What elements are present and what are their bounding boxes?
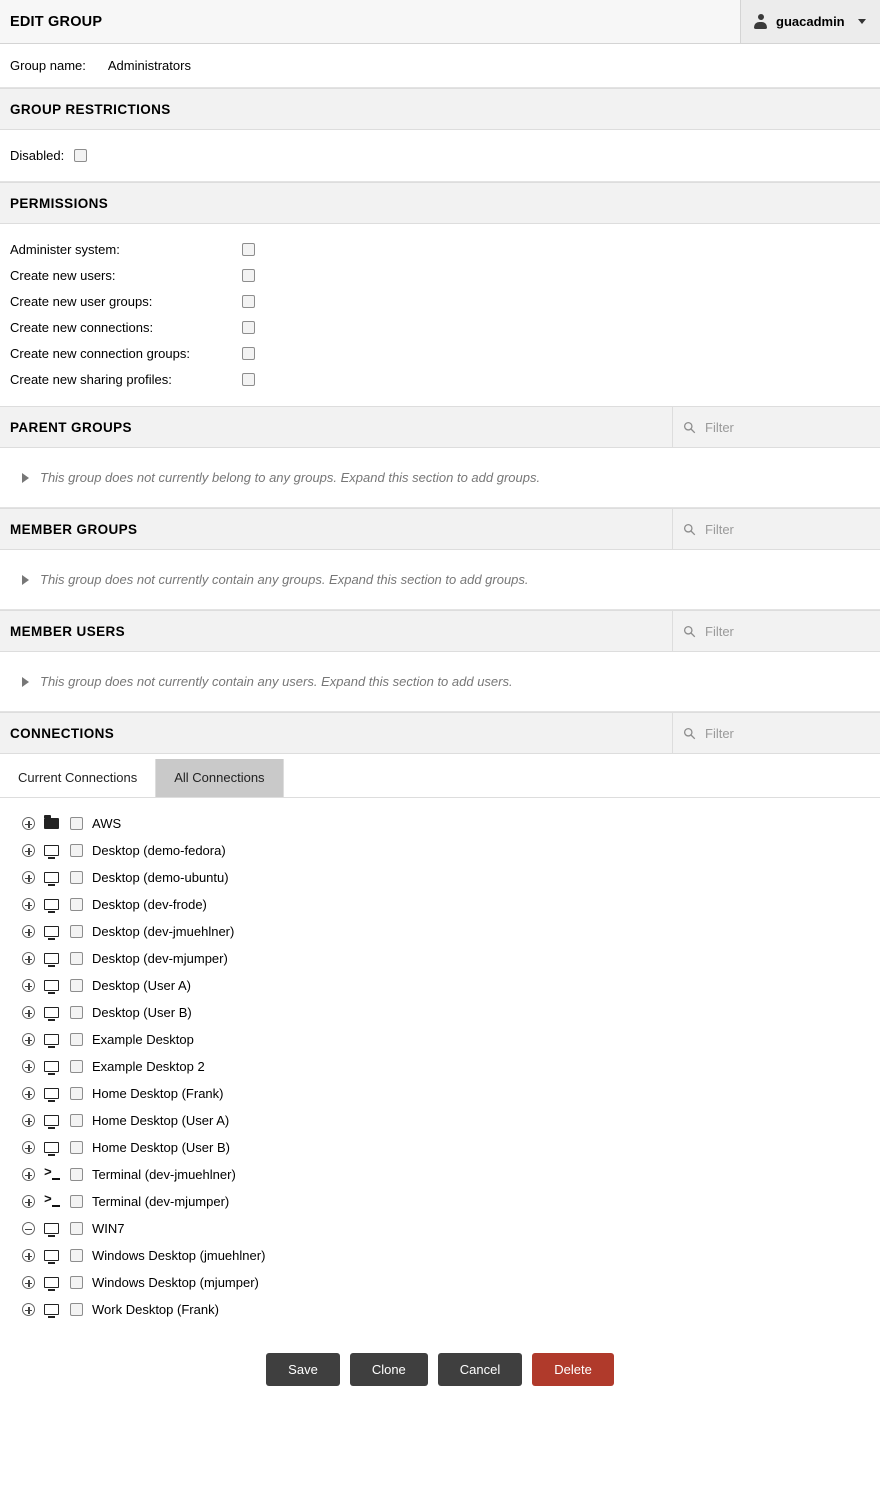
permission-checkbox-create-new-user-groups[interactable] — [242, 295, 255, 308]
expand-icon[interactable] — [22, 817, 40, 830]
monitor-icon — [44, 1277, 68, 1288]
monitor-icon — [44, 980, 68, 991]
connection-label: Windows Desktop (mjumper) — [92, 1275, 259, 1290]
cancel-button[interactable]: Cancel — [438, 1353, 522, 1386]
expand-icon[interactable] — [22, 871, 40, 884]
section-title-parent-groups: PARENT GROUPS — [10, 419, 132, 435]
connection-checkbox[interactable] — [70, 898, 83, 911]
connection-label: Desktop (demo-ubuntu) — [92, 870, 229, 885]
connection-label: WIN7 — [92, 1221, 125, 1236]
permission-checkbox-create-new-sharing-profiles[interactable] — [242, 373, 255, 386]
connection-checkbox[interactable] — [70, 1114, 83, 1127]
monitor-icon — [44, 1007, 68, 1018]
expand-icon[interactable] — [22, 979, 40, 992]
permission-checkbox-create-new-connections[interactable] — [242, 321, 255, 334]
tree-row[interactable] — [22, 918, 880, 945]
tree-row[interactable] — [22, 945, 880, 972]
user-menu[interactable] — [740, 0, 880, 43]
expand-triangle-icon[interactable] — [22, 677, 29, 687]
chevron-down-icon — [858, 19, 866, 24]
permission-row — [10, 288, 870, 314]
permission-label: Create new connection groups: — [10, 345, 190, 361]
tree-row[interactable] — [22, 1242, 880, 1269]
section-title-group-restrictions: GROUP RESTRICTIONS — [10, 101, 171, 117]
tree-row[interactable] — [22, 1215, 880, 1242]
parent-groups-filter-input[interactable] — [703, 419, 853, 436]
connection-checkbox[interactable] — [70, 925, 83, 938]
group-restrictions-body — [0, 130, 880, 182]
tree-row[interactable] — [22, 1296, 880, 1323]
member-users-filter[interactable] — [672, 611, 880, 651]
member-groups-body — [0, 550, 880, 610]
search-icon — [683, 523, 696, 536]
section-title-member-users: MEMBER USERS — [10, 623, 126, 639]
tree-row[interactable] — [22, 837, 880, 864]
section-title-permissions: PERMISSIONS — [10, 195, 109, 211]
tree-row[interactable] — [22, 1134, 880, 1161]
collapse-icon[interactable] — [22, 1222, 40, 1235]
section-group-restrictions — [0, 88, 880, 130]
connection-checkbox[interactable] — [70, 1141, 83, 1154]
monitor-icon — [44, 953, 68, 964]
expand-triangle-icon[interactable] — [22, 473, 29, 483]
permission-label: Create new users: — [10, 267, 116, 283]
connection-label: Home Desktop (Frank) — [92, 1086, 224, 1101]
expand-icon[interactable] — [22, 844, 40, 857]
connection-checkbox[interactable] — [70, 871, 83, 884]
permission-row — [10, 340, 870, 366]
connection-label: AWS — [92, 816, 122, 831]
parent-groups-body — [0, 448, 880, 508]
expand-icon[interactable] — [22, 898, 40, 911]
search-icon — [683, 625, 696, 638]
clone-button[interactable]: Clone — [350, 1353, 428, 1386]
permission-label: Create new user groups: — [10, 293, 153, 309]
connection-checkbox[interactable] — [70, 844, 83, 857]
expand-icon[interactable] — [22, 1276, 40, 1289]
connection-label: Desktop (User A) — [92, 978, 191, 993]
expand-icon[interactable] — [22, 1006, 40, 1019]
section-title-connections: CONNECTIONS — [10, 725, 115, 741]
expand-icon[interactable] — [22, 1141, 40, 1154]
permission-row — [10, 236, 870, 262]
section-member-users — [0, 610, 880, 652]
monitor-icon — [44, 1250, 68, 1261]
tree-row[interactable] — [22, 1026, 880, 1053]
search-icon — [683, 727, 696, 740]
permission-row — [10, 314, 870, 340]
connection-label: Example Desktop — [92, 1032, 194, 1047]
member-users-body — [0, 652, 880, 712]
expand-icon[interactable] — [22, 1060, 40, 1073]
connection-label: Desktop (dev-frode) — [92, 897, 207, 912]
connection-label: Desktop (dev-jmuehlner) — [92, 924, 235, 939]
disabled-label: Disabled: — [10, 148, 65, 163]
expand-icon[interactable] — [22, 925, 40, 938]
expand-icon[interactable] — [22, 1087, 40, 1100]
permission-label: Create new sharing profiles: — [10, 371, 172, 387]
permission-checkbox-create-new-connection-groups[interactable] — [242, 347, 255, 360]
disabled-checkbox[interactable] — [74, 149, 87, 162]
tree-row[interactable] — [22, 1188, 880, 1215]
member-groups-filter[interactable] — [672, 509, 880, 549]
connection-label: Home Desktop (User A) — [92, 1113, 230, 1128]
connection-label: Desktop (User B) — [92, 1005, 192, 1020]
expand-icon[interactable] — [22, 952, 40, 965]
permission-row — [10, 262, 870, 288]
connection-label: Windows Desktop (jmuehlner) — [92, 1248, 266, 1263]
member-users-filter-input[interactable] — [703, 623, 853, 640]
connection-checkbox[interactable] — [70, 952, 83, 965]
connections-tabs — [0, 754, 880, 798]
permission-row — [10, 366, 870, 392]
connection-label: Terminal (dev-jmuehlner) — [92, 1167, 236, 1182]
member-groups-filter-input[interactable] — [703, 521, 853, 538]
monitor-icon — [44, 926, 68, 937]
expand-icon[interactable] — [22, 1249, 40, 1262]
connection-checkbox[interactable] — [70, 1168, 83, 1181]
connection-checkbox[interactable] — [70, 817, 83, 830]
expand-icon[interactable] — [22, 1114, 40, 1127]
connection-checkbox[interactable] — [70, 1303, 83, 1316]
section-member-groups — [0, 508, 880, 550]
connection-label: Home Desktop (User B) — [92, 1140, 230, 1155]
group-name-value: Administrators — [107, 58, 191, 73]
save-button[interactable]: Save — [266, 1353, 340, 1386]
tree-row[interactable] — [22, 810, 880, 837]
member-groups-empty-notice: This group does not currently contain any groups. Expand this section to add groups. — [40, 572, 529, 587]
connection-checkbox[interactable] — [70, 1060, 83, 1073]
connections-tree — [0, 798, 880, 1331]
tree-row[interactable] — [22, 1080, 880, 1107]
connections-filter-input[interactable] — [703, 725, 853, 742]
connection-label: Desktop (dev-mjumper) — [92, 951, 228, 966]
terminal-icon — [44, 1196, 68, 1208]
permissions-list — [0, 224, 880, 406]
tab-current-connections[interactable]: Current Connections — [0, 759, 156, 797]
user-icon — [753, 14, 768, 29]
monitor-icon — [44, 1115, 68, 1126]
form-actions — [0, 1331, 880, 1404]
connection-checkbox[interactable] — [70, 1249, 83, 1262]
monitor-icon — [44, 1223, 68, 1234]
section-connections — [0, 712, 880, 754]
monitor-icon — [44, 872, 68, 883]
connection-label: Work Desktop (Frank) — [92, 1302, 219, 1317]
expand-icon[interactable] — [22, 1033, 40, 1046]
delete-button[interactable]: Delete — [532, 1353, 614, 1386]
connection-checkbox[interactable] — [70, 1087, 83, 1100]
search-icon — [683, 421, 696, 434]
monitor-icon — [44, 1061, 68, 1072]
connection-checkbox[interactable] — [70, 979, 83, 992]
monitor-icon — [44, 1142, 68, 1153]
section-title-member-groups: MEMBER GROUPS — [10, 521, 138, 537]
connections-filter[interactable] — [672, 713, 880, 753]
monitor-icon — [44, 1304, 68, 1315]
expand-triangle-icon[interactable] — [22, 575, 29, 585]
connection-label: Desktop (demo-fedora) — [92, 843, 226, 858]
section-parent-groups — [0, 406, 880, 448]
top-header — [0, 0, 880, 44]
connection-checkbox[interactable] — [70, 1276, 83, 1289]
group-name-label: Group name: — [10, 58, 86, 73]
tree-row[interactable] — [22, 1107, 880, 1134]
parent-groups-filter[interactable] — [672, 407, 880, 447]
connection-checkbox[interactable] — [70, 1006, 83, 1019]
expand-icon[interactable] — [22, 1303, 40, 1316]
monitor-icon — [44, 845, 68, 856]
permission-label: Administer system: — [10, 241, 120, 257]
expand-icon[interactable] — [22, 1168, 40, 1181]
connection-checkbox[interactable] — [70, 1222, 83, 1235]
tab-all-connections[interactable]: All Connections — [156, 759, 283, 797]
tree-row[interactable] — [22, 1269, 880, 1296]
monitor-icon — [44, 1088, 68, 1099]
tree-row[interactable] — [22, 891, 880, 918]
parent-groups-empty-notice: This group does not currently belong to any groups. Expand this section to add groups. — [40, 470, 541, 485]
monitor-icon — [44, 899, 68, 910]
tree-row[interactable] — [22, 864, 880, 891]
expand-icon[interactable] — [22, 1195, 40, 1208]
connection-checkbox[interactable] — [70, 1195, 83, 1208]
connection-checkbox[interactable] — [70, 1033, 83, 1046]
tree-row[interactable] — [22, 1161, 880, 1188]
permission-checkbox-create-new-users[interactable] — [242, 269, 255, 282]
user-menu-label: guacadmin — [776, 14, 845, 29]
page-title: EDIT GROUP — [10, 13, 103, 30]
connection-label: Example Desktop 2 — [92, 1059, 205, 1074]
monitor-icon — [44, 1034, 68, 1045]
terminal-icon — [44, 1169, 68, 1181]
group-name-row — [0, 44, 880, 88]
member-users-empty-notice: This group does not currently contain any users. Expand this section to add users. — [40, 674, 513, 689]
tree-row[interactable] — [22, 1053, 880, 1080]
tree-row[interactable] — [22, 972, 880, 999]
permission-checkbox-administer-system[interactable] — [242, 243, 255, 256]
connection-label: Terminal (dev-mjumper) — [92, 1194, 230, 1209]
permission-label: Create new connections: — [10, 319, 154, 335]
section-permissions — [0, 182, 880, 224]
tree-row[interactable] — [22, 999, 880, 1026]
folder-icon — [44, 818, 68, 829]
